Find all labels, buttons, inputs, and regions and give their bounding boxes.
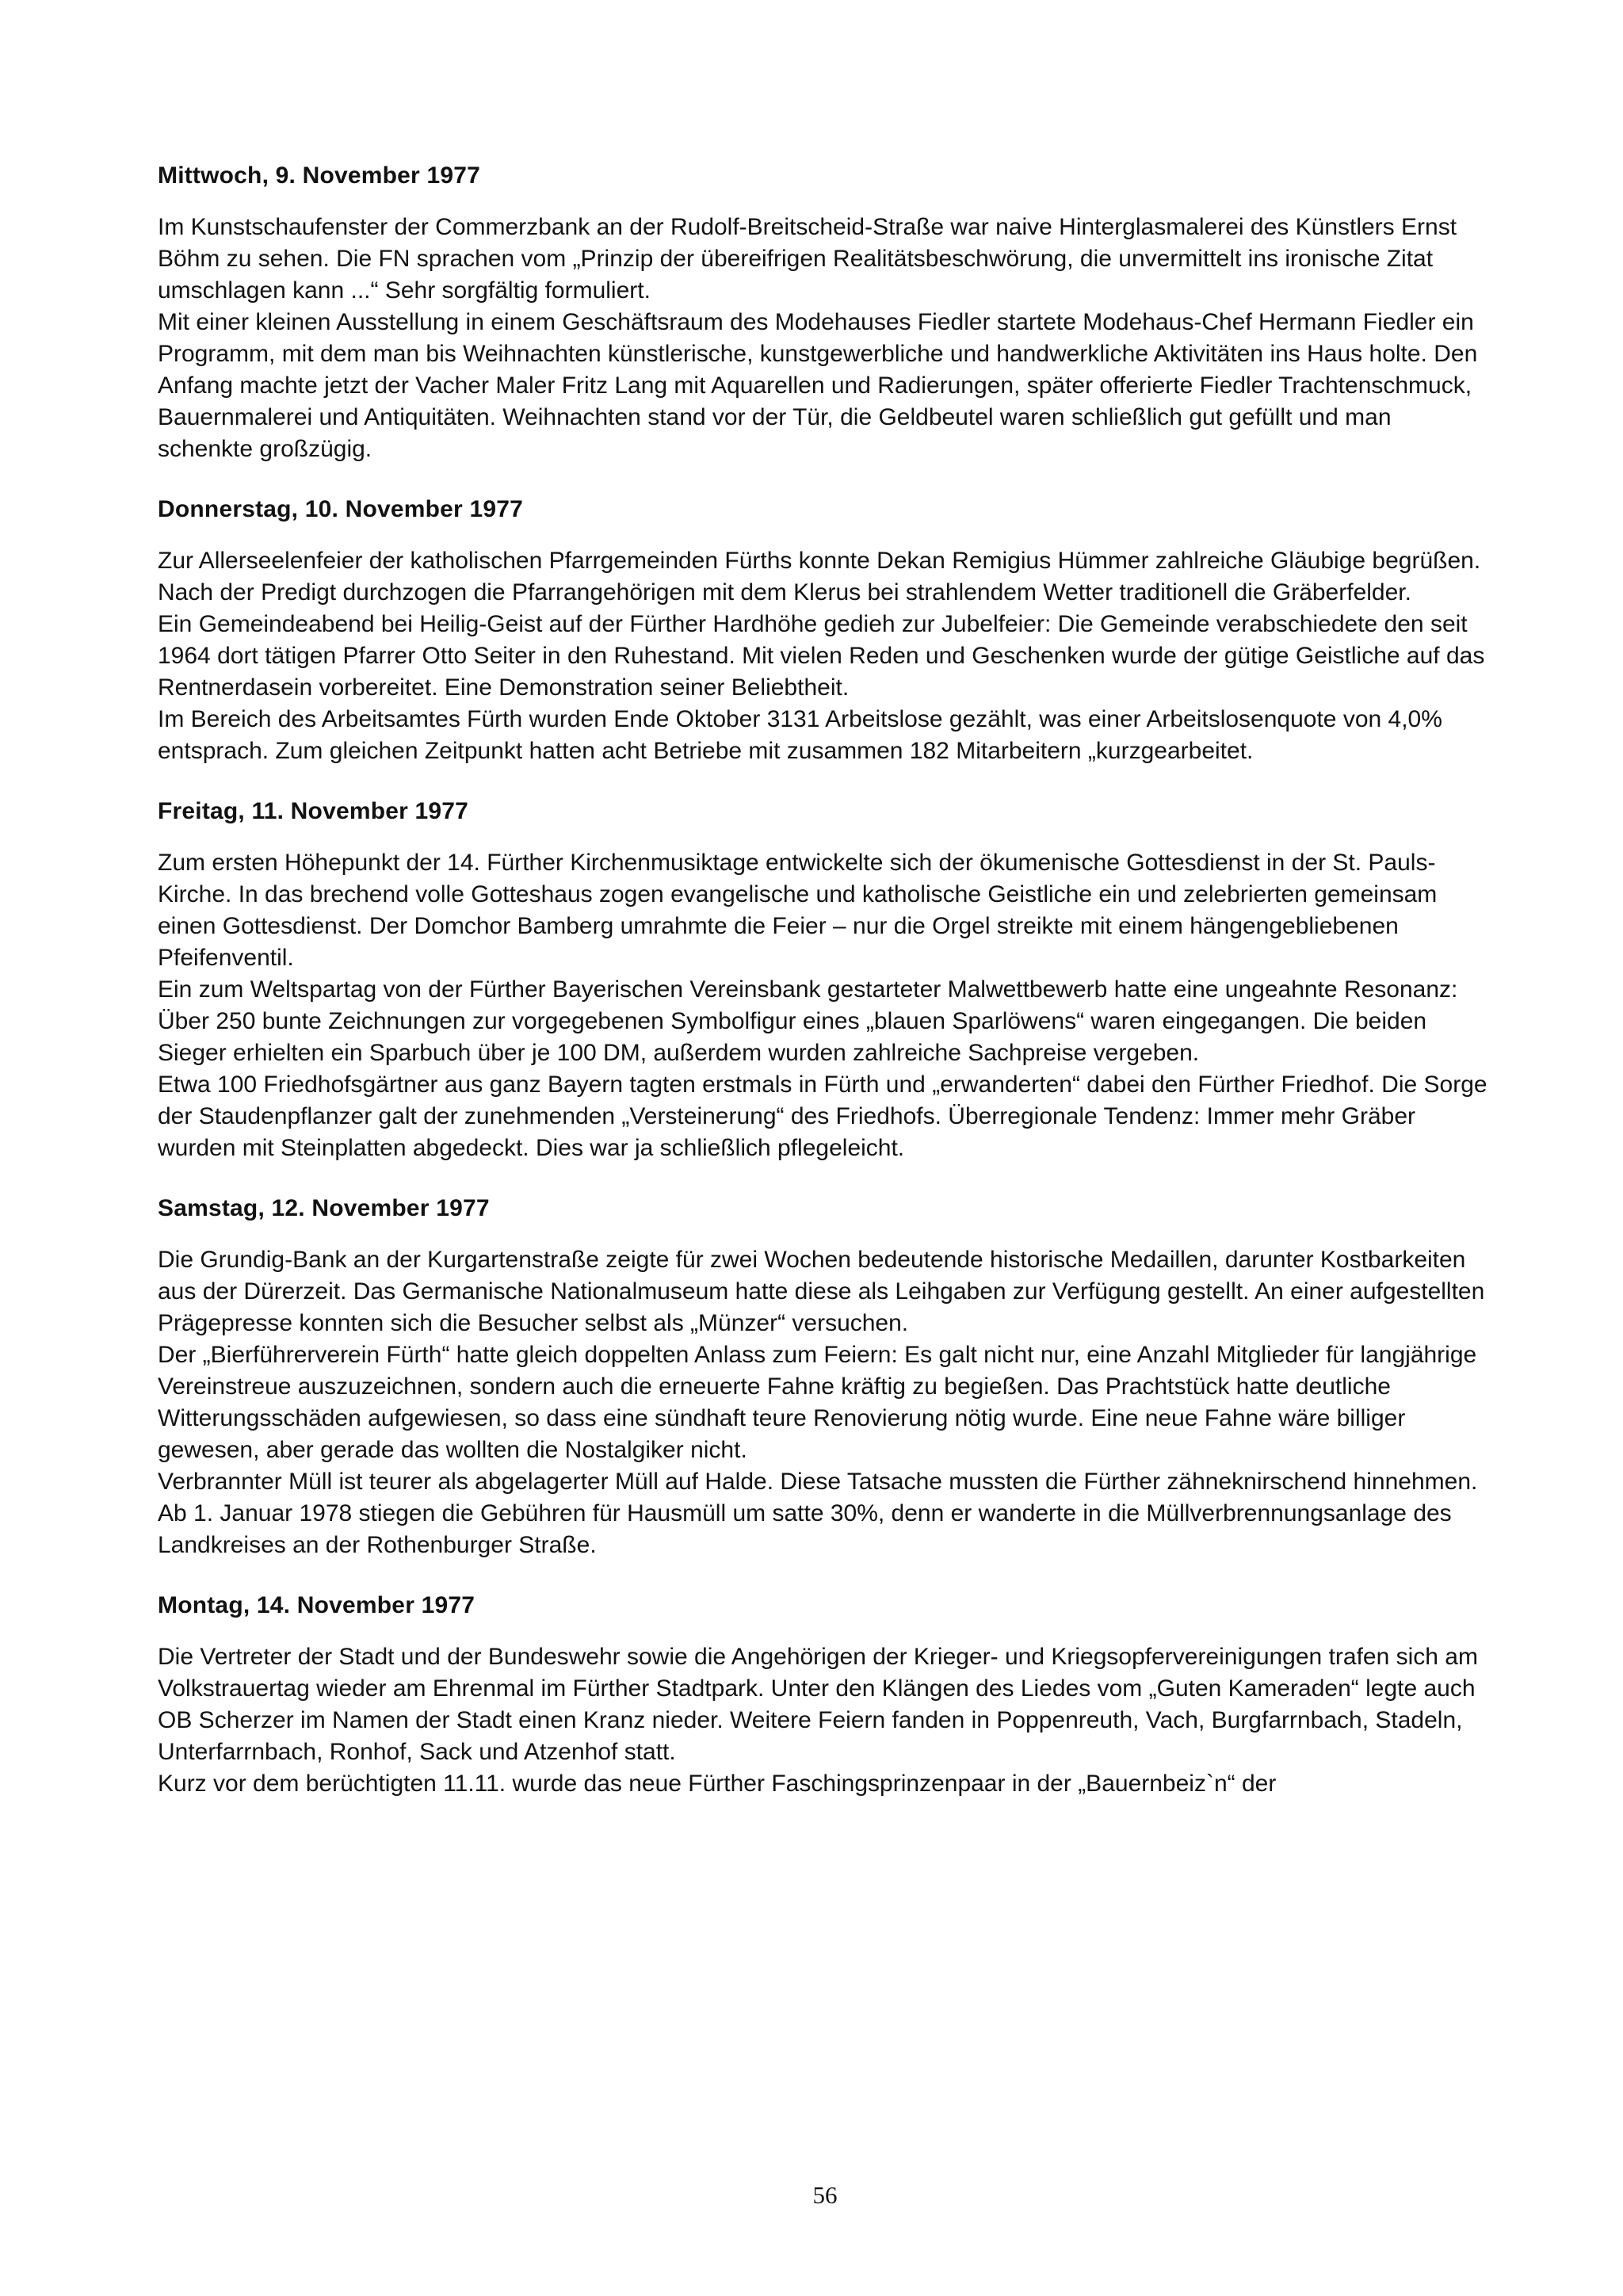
paragraph: Die Grundig-Bank an der Kurgartenstraße zeigte für zwei Wochen bedeutende historische Medaillen, darunter Kostbarkeiten aus der Dürerzeit. Das Germanische Nationalmuseum hatte diese als Leihgaben zur Verfügung gestellt. An einer aufgestellten Prägepresse konnten sich die Besucher selbst als „Münzer“ versuchen. [158, 1247, 1485, 1336]
chronicle-section [158, 796, 1492, 1164]
paragraph: Etwa 100 Friedhofsgärtner aus ganz Bayern tagten erstmals in Fürth und „erwanderten“ dabei den Fürther Friedhof. Die Sorge der Staudenpflanzer galt der zunehmenden „Versteinerung“ des Friedhofs. Überregionale Tendenz: Immer mehr Gräber wurden mit Steinplatten abgedeckt. Dies war ja schließlich pflegeleicht. [158, 1072, 1487, 1161]
section-heading: Freitag, 11. November 1977 [158, 798, 469, 824]
paragraph: Der „Bierführerverein Fürth“ hatte gleich doppelten Anlass zum Feiern: Es galt nicht nur, eine Anzahl Mitglieder für langjährige Vereinstreue auszuzeichnen, sondern auch die erneuerte Fahne kräftig zu begießen. Das Prachtstück hatte deutliche Witterungsschäden aufgewiesen, so dass eine sündhaft teure Renovierung nötig wurde. Eine neue Fahne wäre billiger gewesen, aber gerade das wollten die Nostalgiker nicht. [158, 1342, 1477, 1463]
page-number: 56 [812, 2181, 838, 2209]
paragraph: Mit einer kleinen Ausstellung in einem Geschäftsraum des Modehauses Fiedler startete Modehaus-Chef Hermann Fiedler ein Programm, mit dem man bis Weihnachten künstlerische, kunstgewerbliche und handwerkliche Aktivitäten ins Haus holte. Den Anfang machte jetzt der Vacher Maler Fritz Lang mit Aquarellen und Radierungen, später offerierte Fiedler Trachtenschmuck, Bauernmalerei und Antiquitäten. Weihnachten stand vor der Tür, die Geldbeutel waren schließlich gut gefüllt und man schenkte großzügig. [158, 309, 1478, 462]
chronicle-section [158, 160, 1492, 465]
page-content [158, 160, 1492, 1800]
paragraph: Ein zum Weltspartag von der Fürther Bayerischen Vereinsbank gestarteter Malwettbewerb hatte eine ungeahnte Resonanz: Über 250 bunte Zeichnungen zur vorgegebenen Symbolfigur eines „blauen Sparlöwens“ waren eingegangen. Die beiden Sieger erhielten ein Sparbuch über je 100 DM, außerdem wurden zahlreiche Sachpreise vergeben. [158, 976, 1458, 1066]
chronicle-section [158, 1193, 1492, 1561]
paragraph: Im Bereich des Arbeitsamtes Fürth wurden Ende Oktober 3131 Arbeitslose gezählt, was einer Arbeitslosenquote von 4,0% entsprach. Zum gleichen Zeitpunkt hatten acht Betriebe mit zusammen 182 Mitarbeitern „kurzgearbeitet. [158, 706, 1442, 764]
paragraph: Kurz vor dem berüchtigten 11.11. wurde das neue Fürther Faschingsprinzenpaar in der „Bauernbeiz`n“ der [158, 1771, 1277, 1797]
paragraph: Im Kunstschaufenster der Commerzbank an der Rudolf-Breitscheid-Straße war naive Hinterglasmalerei des Künstlers Ernst Böhm zu sehen. Die FN sprachen vom „Prinzip der übereifrigen Realitätsbeschwörung, die unvermittelt ins ironische Zitat umschlagen kann ...“ Sehr sorgfältig formuliert. [158, 214, 1457, 304]
paragraph: Ein Gemeindeabend bei Heilig-Geist auf der Fürther Hardhöhe gedieh zur Jubelfeier: Die Gemeinde verabschiedete den seit 1964 dort tätigen Pfarrer Otto Seiter in den Ruhestand. Mit vielen Reden und Geschenken wurde der gütige Geistliche auf das Rentnerdasein vorbereitet. Eine Demonstration seiner Beliebtheit. [158, 611, 1485, 701]
paragraph: Die Vertreter der Stadt und der Bundeswehr sowie die Angehörigen der Krieger- und Kriegsopfervereinigungen trafen sich am Volkstrauertag wieder am Ehrenmal im Fürther Stadtpark. Unter den Klängen des Liedes vom „Guten Kameraden“ legte auch OB Scherzer im Namen der Stadt einen Kranz nieder. Weitere Feiern fanden in Poppenreuth, Vach, Burgfarrnbach, Stadeln, Unterfarrnbach, Ronhof, Sack und Atzenhof statt. [158, 1644, 1478, 1765]
paragraph: Zum ersten Höhepunkt der 14. Fürther Kirchenmusiktage entwickelte sich der ökumenische Gottesdienst in der St. Pauls-Kirche. In das brechend volle Gotteshaus zogen evangelische und katholische Geistliche ein und zelebrierten gemeinsam einen Gottesdienst. Der Domchor Bamberg umrahmte die Feier – nur die Orgel streikte mit einem hängengebliebenen Pfeifenventil. [158, 850, 1438, 971]
section-heading: Montag, 14. November 1977 [158, 1592, 475, 1618]
section-heading: Donnerstag, 10. November 1977 [158, 496, 523, 522]
paragraph: Verbrannter Müll ist teurer als abgelagerter Müll auf Halde. Diese Tatsache mussten die Fürther zähneknirschend hinnehmen. Ab 1. Januar 1978 stiegen die Gebühren für Hausmüll um satte 30%, denn er wanderte in die Müllverbrennungsanlage des Landkreises an der Rothenburger Straße. [158, 1469, 1478, 1558]
section-heading: Samstag, 12. November 1977 [158, 1195, 490, 1221]
paragraph: Zur Allerseelenfeier der katholischen Pfarrgemeinden Fürths konnte Dekan Remigius Hümmer zahlreiche Gläubige begrüßen. Nach der Predigt durchzogen die Pfarrangehörigen mit dem Klerus bei strahlendem Wetter traditionell die Gräberfelder. [158, 548, 1481, 606]
chronicle-section [158, 494, 1492, 767]
section-heading: Mittwoch, 9. November 1977 [158, 162, 480, 189]
chronicle-section [158, 1590, 1492, 1800]
